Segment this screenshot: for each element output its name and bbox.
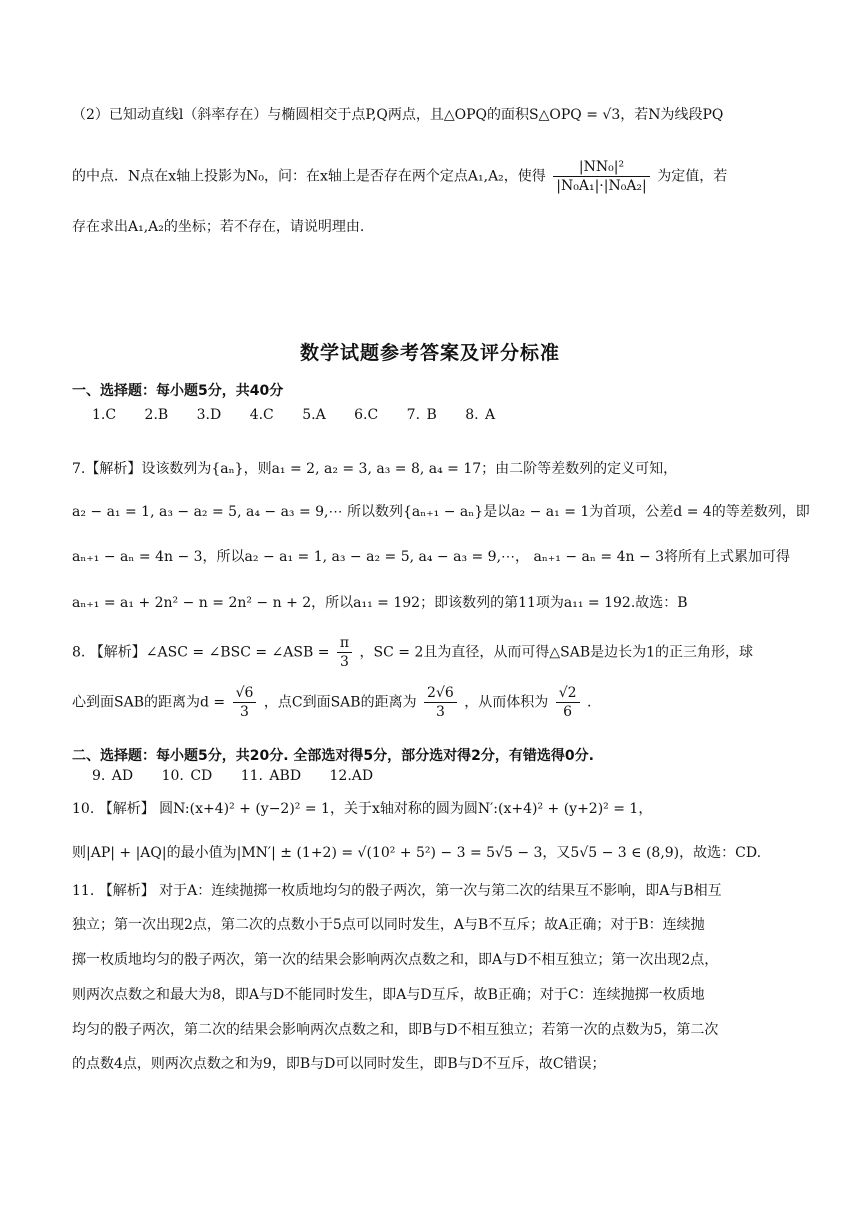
q11-line6: 的点数4点，则两次点数之和为9，即B与D可以同时发生，即B与D不互斥，故C错误； (72, 1056, 606, 1072)
answer-5: 5.A (302, 407, 326, 423)
q8-pi-fraction (337, 636, 352, 669)
q11-line5: 均匀的骰子两次，第二次的结果会影响两次点数之和，即B与D不相互独立；若第一次的点数为5，第二次 (72, 1022, 719, 1038)
page-title: 数学试题参考答案及评分标准 (299, 342, 560, 364)
q10-line2: 则|AP| + |AQ|的最小值为|MN′| ± (1+2) = √(10² + 5²) − 3 = 5√5 − 3，又5√5 − 3 ∈ (8,9)，故选：CD. (72, 845, 762, 861)
q8-line1-text-a: 8. 【解析】∠ASC = ∠BSC = ∠ASB = (72, 644, 330, 661)
problem-part2-line1: （2）已知动直线l（斜率存在）与椭圆相交于点P,Q两点，且△OPQ的面积S△OPQ = √3，若N为线段PQ (72, 107, 724, 123)
q11-line1: 11. 【解析】 对于A：连续抛掷一枚质地均匀的骰子两次，第一次与第二次的结果互不影响，即A与B相互 (72, 883, 722, 899)
q7-line2: a₂ − a₁ = 1, a₃ − a₂ = 5, a₄ − a₃ = 9,⋯ 所以数列{aₙ₊₁ − aₙ}是以a₂ − a₁ = 1为首项，公差d = 4的等差数列，即 (72, 504, 810, 520)
q11-line4: 则两次点数之和最大为8，即A与D不能同时发生，即A与D互斥，故B正确；对于C：连续抛掷一枚质地 (72, 987, 705, 1003)
q11-line2: 独立；第一次出现2点，第二次的点数小于5点可以同时发生，A与B不互斥；故A正确；对于B：连续抛 (72, 917, 705, 933)
q8-distance-fraction (233, 686, 257, 719)
answer-6: 6.C (354, 407, 379, 423)
q8-line2-text-b: ，点C到面SAB的距离为 (263, 694, 417, 711)
q8-line2-text-c: ，从而体积为 (464, 694, 549, 711)
q7-line4: aₙ₊₁ = a₁ + 2n² − n = 2n² − n + 2，所以a₁₁ = 192；即该数列的第11项为a₁₁ = 192.故选：B (72, 595, 688, 611)
fraction-denominator: 3 (240, 704, 249, 720)
answer-3: 3.D (196, 407, 222, 423)
answer-7: 7. B (406, 407, 437, 423)
problem-part2-line2-text-a: 的中点．N点在x轴上投影为N₀，问：在x轴上是否存在两个定点A₁,A₂，使得 (72, 168, 546, 185)
fraction-denominator: |N₀A₁|·|N₀A₂| (556, 178, 647, 194)
section2-answers (92, 768, 395, 784)
fraction-numerator: √2 (556, 686, 580, 703)
fraction-numerator: 2√6 (424, 686, 457, 703)
q8-line1-text-b: ，SC = 2且为直径，从而可得△SAB是边长为1的正三角形，球 (359, 644, 754, 661)
answer-4: 4.C (249, 407, 274, 423)
q8-volume-fraction (556, 686, 580, 719)
q8-line1 (72, 636, 790, 669)
q8-line2-text-d: . (586, 694, 592, 711)
fraction-denominator: 3 (435, 704, 445, 720)
answer-11: 11. ABD (240, 768, 302, 784)
q8-point-distance-fraction (424, 686, 457, 719)
q8-line2-text-a: 心到面SAB的距离为d = (72, 694, 226, 711)
fraction-numerator: √6 (233, 686, 257, 703)
answer-1: 1.C (92, 407, 117, 423)
q8-line2 (72, 686, 790, 719)
q10-line1: 10. 【解析】 圆N:(x+4)² + (y−2)² = 1，关于x轴对称的圆为圆N′:(x+4)² + (y+2)² = 1， (72, 801, 653, 817)
problem-part2-line2 (72, 160, 790, 193)
answer-12: 12.AD (329, 768, 374, 784)
fraction-denominator: 6 (563, 704, 573, 720)
fraction-numerator: |NN₀|² (553, 160, 650, 177)
answer-2: 2.B (144, 407, 169, 423)
q7-line1: 7.【解析】设该数列为{aₙ}，则a₁ = 2, a₂ = 3, a₃ = 8, a₄ = 17；由二阶等差数列的定义可知， (72, 461, 678, 477)
section1-answers (92, 407, 517, 423)
q7-line3: aₙ₊₁ − aₙ = 4n − 3，所以a₂ − a₁ = 1, a₃ − a₂ = 5, a₄ − a₃ = 9,⋯， aₙ₊₁ − aₙ = 4n − 3将所有上式累加可得 (72, 549, 791, 565)
fraction-denominator: 3 (340, 654, 349, 670)
fraction-numerator: π (337, 636, 352, 653)
answer-10: 10. CD (161, 768, 213, 784)
answer-8: 8. A (465, 407, 496, 423)
section1-heading: 一、选择题：每小题5分，共40分 (72, 383, 284, 399)
problem-part2-fraction (553, 160, 650, 193)
q11-line3: 掷一枚质地均匀的骰子两次，第一次的结果会影响两次点数之和，即A与D不相互独立；第一次出现2点， (72, 952, 719, 968)
problem-part2-line3: 存在求出A₁,A₂的坐标；若不存在，请说明理由. (72, 219, 365, 235)
problem-part2-line2-text-b: 为定值，若 (657, 168, 728, 185)
answer-9: 9. AD (92, 768, 134, 784)
section2-heading: 二、选择题：每小题5分，共20分. 全部选对得5分，部分选对得2分，有错选得0分. (72, 748, 594, 764)
